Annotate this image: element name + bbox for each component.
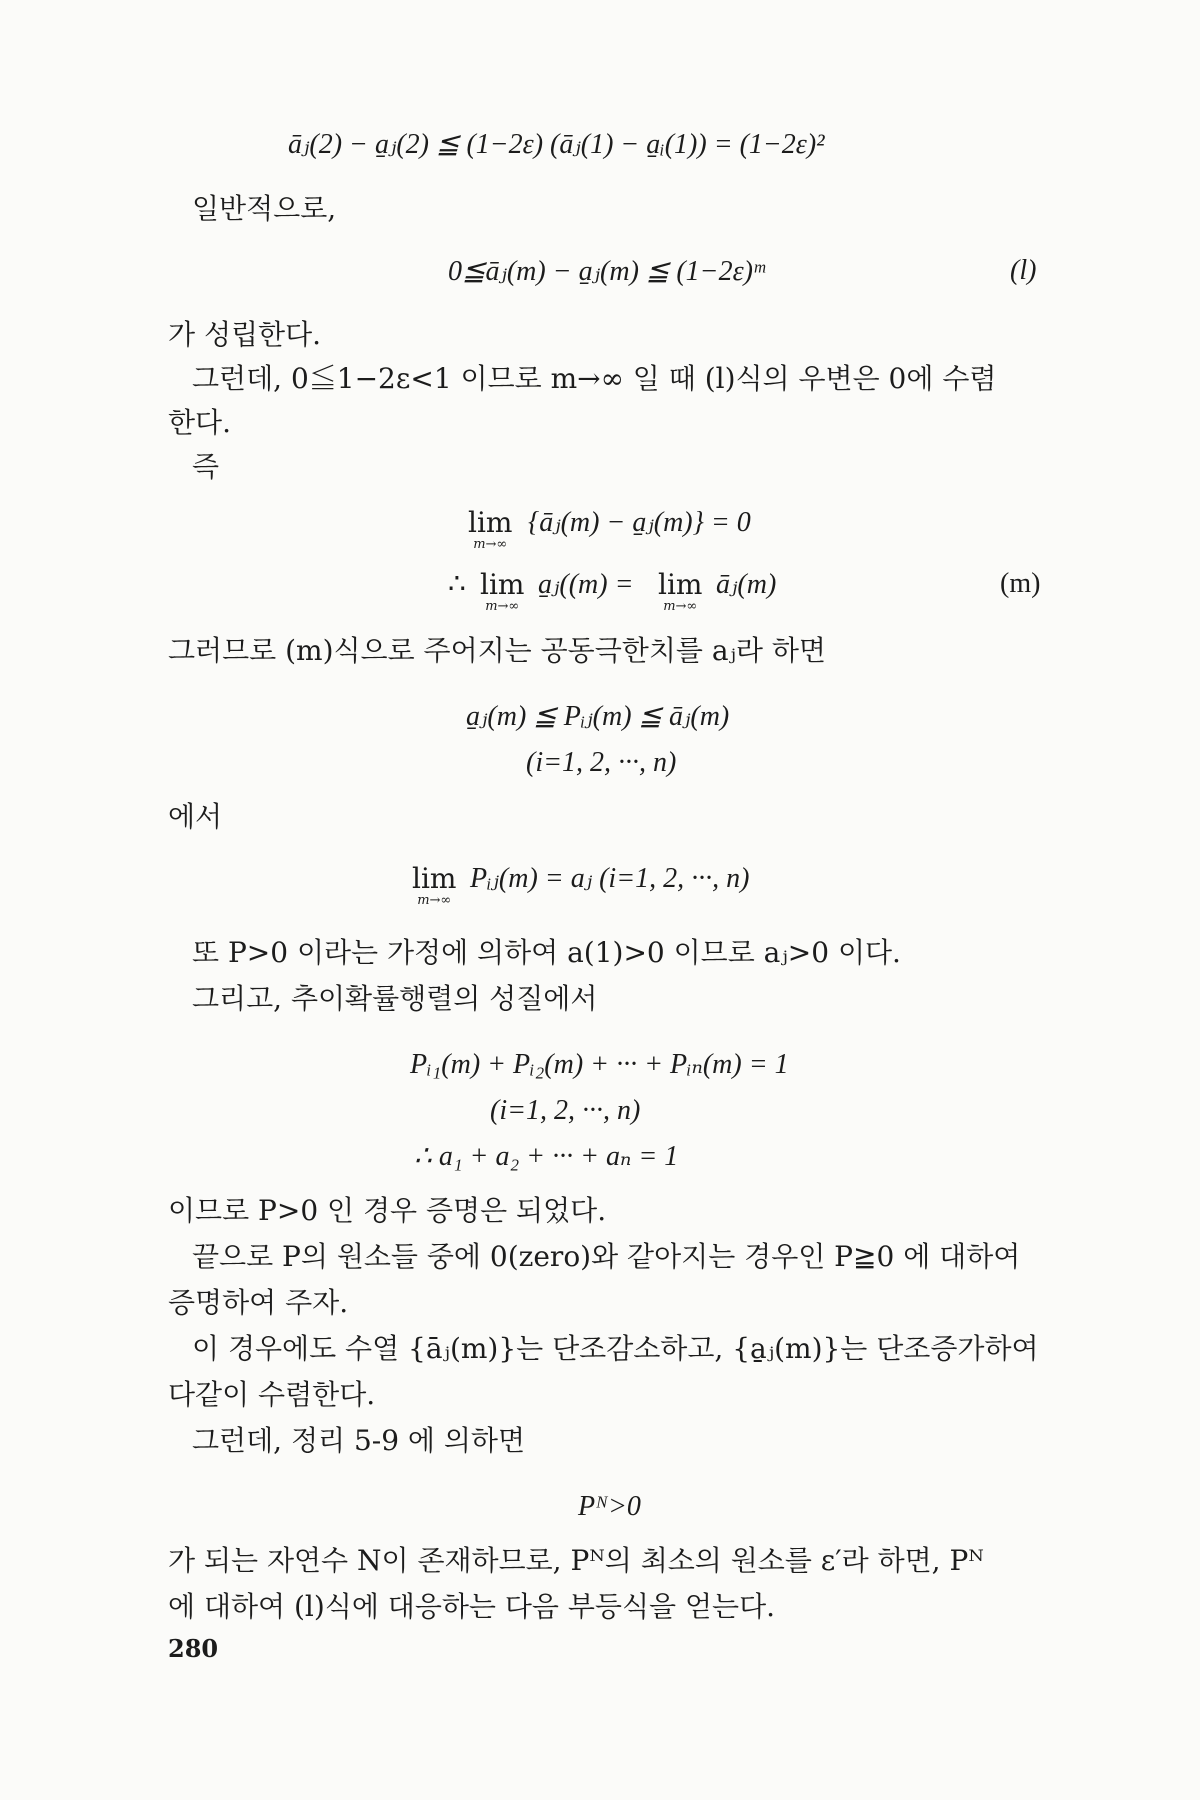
limit-operator-4 — [412, 864, 456, 908]
lim-subscript: m→∞ — [417, 893, 452, 908]
lim-subscript: m→∞ — [485, 599, 520, 614]
paragraph-general: 일반적으로, — [192, 192, 337, 225]
equation-limit-difference: {āⱼ(m) − a̱ⱼ(m)} = 0 — [528, 507, 751, 538]
equation-pn-positive: Pᴺ>0 — [578, 1491, 641, 1522]
lim-word: lim — [412, 862, 457, 895]
equation-index-range-1: (i=1, 2, ···, n) — [526, 747, 677, 778]
paragraph-proof-done: 이므로 P>0 인 경우 증명은 되었다. — [168, 1194, 607, 1227]
lim-word: lim — [658, 568, 703, 601]
paragraph-natural-number-1: 가 되는 자연수 N이 존재하므로, Pᴺ의 최소의 원소를 ε′라 하면, Pᴺ — [168, 1544, 984, 1577]
equation-l: 0≦āⱼ(m) − a̱ⱼ(m) ≦ (1−2ε)ᵐ — [448, 256, 765, 287]
equation-number-l: (l) — [1010, 255, 1037, 286]
paragraph-sequence-2: 다같이 수렴한다. — [168, 1378, 376, 1411]
therefore-symbol: ∴ — [448, 569, 466, 600]
lim-word: lim — [468, 506, 513, 539]
equation-limit-p: Pᵢⱼ(m) = aⱼ (i=1, 2, ···, n) — [470, 863, 750, 894]
paragraph-finally-1: 끝으로 P의 원소들 중에 0(zero)와 같아지는 경우인 P≧0 에 대하여 — [192, 1240, 1021, 1273]
paragraph-common-limit: 그러므로 (m)식으로 주어지는 공동극한치를 aⱼ라 하면 — [168, 634, 826, 667]
paragraph-sequence-1: 이 경우에도 수열 {āⱼ(m)}는 단조감소하고, {a̱ⱼ(m)}는 단조증가하여 — [192, 1332, 1039, 1365]
paragraph-however-1: 그런데, 0≦1−2ε<1 이므로 m→∞ 일 때 (l)식의 우변은 0에 수렴 — [192, 362, 997, 395]
paragraph-property: 그리고, 추이확률행렬의 성질에서 — [192, 982, 598, 1015]
paragraph-assumption: 또 P>0 이라는 가정에 의하여 a(1)>0 이므로 aⱼ>0 이다. — [192, 936, 901, 969]
equation-m-right: āⱼ(m) — [716, 569, 777, 600]
equation-number-m: (m) — [1000, 568, 1041, 599]
limit-operator-2 — [480, 570, 524, 614]
paragraph-from: 에서 — [168, 800, 223, 833]
equation-index-range-2: (i=1, 2, ···, n) — [490, 1095, 641, 1126]
paragraph-natural-number-2: 에 대하여 (l)식에 대응하는 다음 부등식을 얻는다. — [168, 1590, 776, 1623]
paragraph-however-2: 한다. — [168, 406, 231, 439]
paragraph-holds: 가 성립한다. — [168, 318, 322, 351]
paragraph-theorem: 그런데, 정리 5-9 에 의하면 — [192, 1424, 526, 1457]
equation-bounds: a̱ⱼ(m) ≦ Pᵢⱼ(m) ≦ āⱼ(m) — [466, 701, 730, 732]
lim-subscript: m→∞ — [663, 599, 698, 614]
equation-sum-one: ∴ a₁ + a₂ + ··· + aₙ = 1 — [414, 1141, 679, 1172]
page-number: 280 — [168, 1634, 219, 1663]
limit-operator-1 — [468, 508, 512, 552]
paragraph-namely: 즉 — [192, 450, 220, 483]
lim-subscript: m→∞ — [473, 537, 508, 552]
equation-line-1: āⱼ(2) − a̱ⱼ(2) ≦ (1−2ε) (āⱼ(1) − a̱ᵢ(1)) = (1−2ε)² — [288, 129, 825, 160]
paragraph-finally-2: 증명하여 주자. — [168, 1286, 349, 1319]
limit-operator-3 — [658, 570, 702, 614]
equation-row-sum: Pᵢ₁(m) + Pᵢ₂(m) + ··· + Pᵢₙ(m) = 1 — [410, 1049, 789, 1080]
lim-word: lim — [480, 568, 525, 601]
equation-m-left: a̱ⱼ((m) = — [538, 569, 634, 600]
